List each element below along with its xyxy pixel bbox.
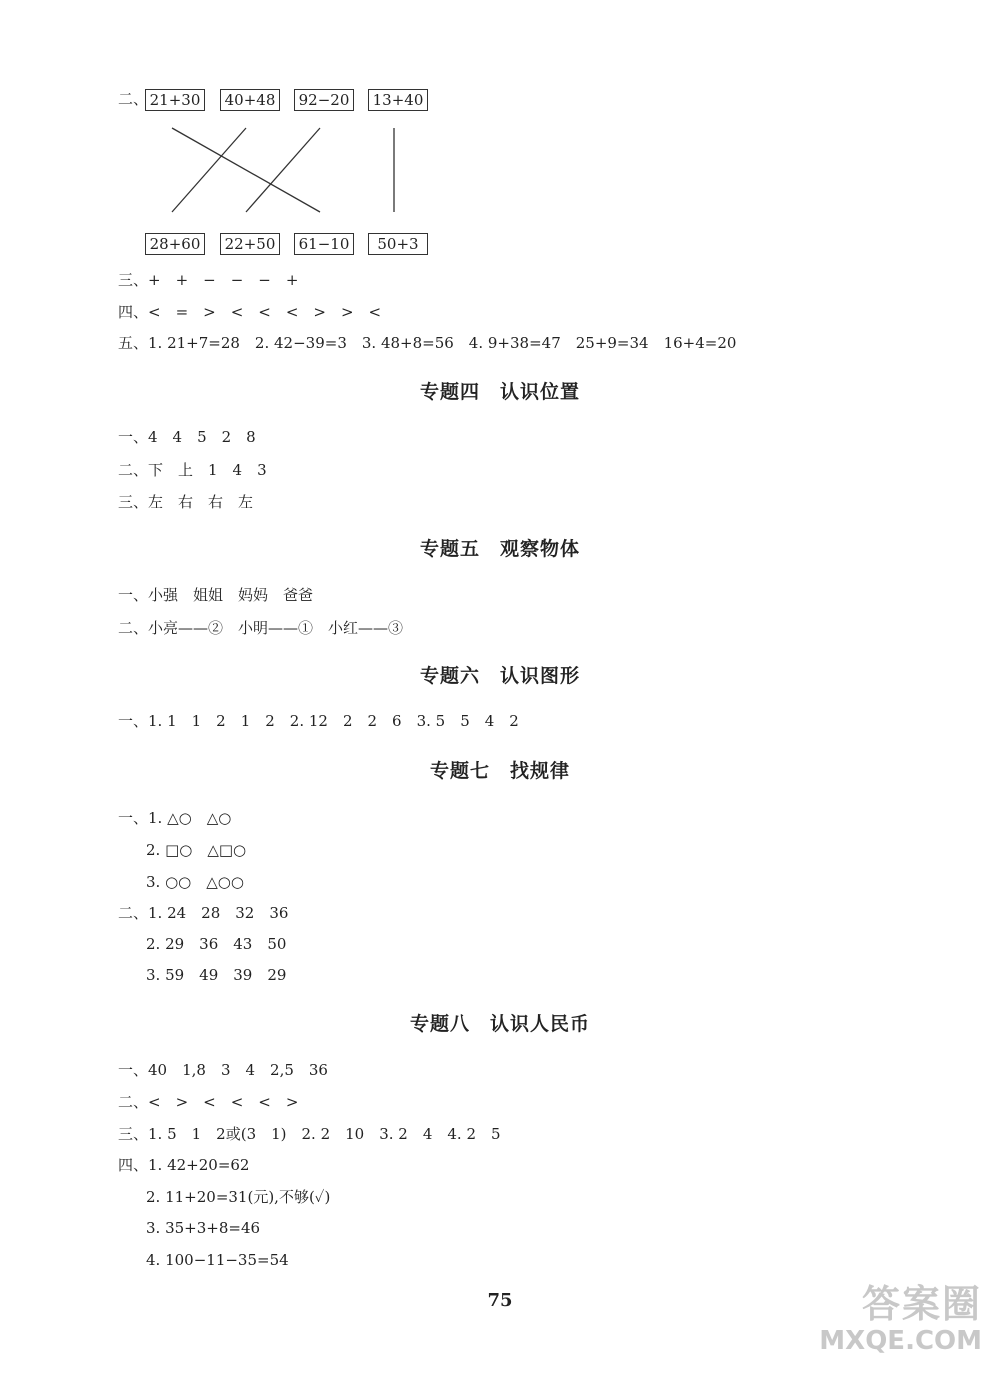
watermark-url: MXQE.COM <box>819 1326 982 1356</box>
answer-line: 三、1. 5 1 2或(3 1) 2. 2 10 3. 2 4 4. 2 5 <box>118 1125 501 1143</box>
answer-line: 2. 11+20=31(元),不够(✓) <box>146 1188 331 1206</box>
watermark <box>782 1282 982 1362</box>
section-title: 专题四 认识位置 <box>419 381 580 403</box>
section-title: 专题六 认识图形 <box>419 665 580 687</box>
answer-line: 3. ○○ △○○ <box>146 873 244 891</box>
answer-line: 二、下 上 1 4 3 <box>118 461 267 479</box>
answer-line: 二、< > < < < > <box>118 1093 299 1111</box>
answer-line: 2. 29 36 43 50 <box>146 935 287 953</box>
match-bottom-box-4: 50+3 <box>368 233 428 255</box>
section-title: 专题八 认识人民币 <box>409 1013 590 1035</box>
answer-line: 一、1. △○ △○ <box>118 809 232 827</box>
answer-line: 一、40 1,8 3 4 2,5 36 <box>118 1061 328 1079</box>
answer-line: 五、1. 21+7=28 2. 42−39=3 3. 48+8=56 4. 9+38=47 25+9=34 16+4=20 <box>118 334 737 352</box>
match-top-box-2: 40+48 <box>220 89 280 111</box>
section-title: 专题七 找规律 <box>429 760 570 782</box>
section-title: 专题五 观察物体 <box>419 538 580 560</box>
answer-line: 二、小亮——② 小明——① 小红——③ <box>118 619 404 637</box>
matching-lines <box>0 0 1000 300</box>
answer-line: 一、小强 姐姐 妈妈 爸爸 <box>118 586 314 604</box>
answer-line: 二、1. 24 28 32 36 <box>118 904 289 922</box>
watermark-logo-text: 答案圈 <box>861 1282 982 1326</box>
page-number: 75 <box>487 1290 513 1311</box>
answer-line: 四、< = > < < < > > < <box>118 303 382 321</box>
match-bottom-box-2: 22+50 <box>220 233 280 255</box>
match-top-box-3: 92−20 <box>294 89 354 111</box>
answer-line: 一、1. 1 1 2 1 2 2. 12 2 2 6 3. 5 5 4 2 <box>118 712 519 730</box>
match-bottom-box-1: 28+60 <box>145 233 205 255</box>
answer-line: 3. 35+3+8=46 <box>146 1219 261 1237</box>
match-bottom-box-3: 61−10 <box>294 233 354 255</box>
answer-line: 4. 100−11−35=54 <box>146 1251 289 1269</box>
match-top-box-1: 21+30 <box>145 89 205 111</box>
answer-line: 四、1. 42+20=62 <box>118 1156 250 1174</box>
match-line-2 <box>172 128 246 212</box>
answer-line: 三、左 右 右 左 <box>118 493 254 511</box>
matching-label: 二、 <box>118 90 149 108</box>
answer-line: 一、4 4 5 2 8 <box>118 428 256 446</box>
answer-line: 三、+ + − − − + <box>118 271 299 289</box>
answer-line: 2. □○ △□○ <box>146 841 247 859</box>
answer-line: 3. 59 49 39 29 <box>146 966 287 984</box>
match-top-box-4: 13+40 <box>368 89 428 111</box>
match-line-3 <box>246 128 320 212</box>
match-line-1 <box>172 128 320 212</box>
